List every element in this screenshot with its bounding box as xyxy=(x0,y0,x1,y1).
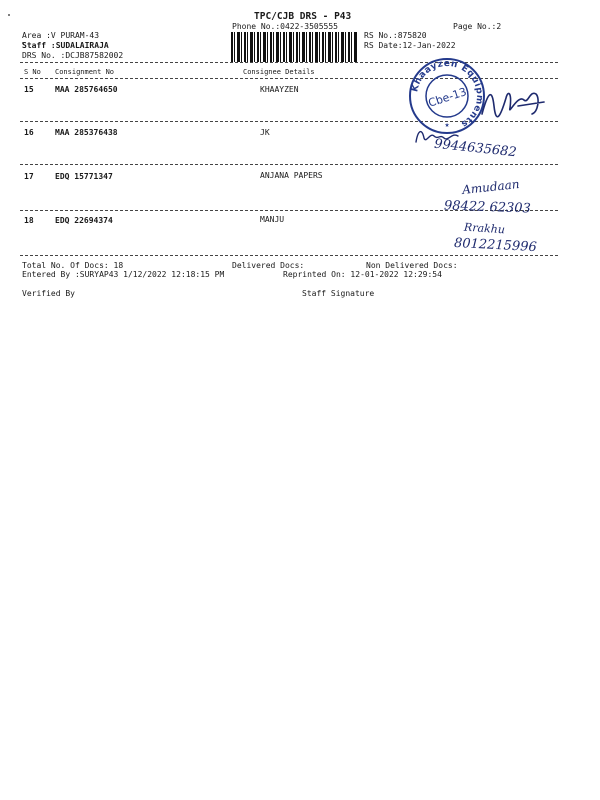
row-consignee: ANJANA PAPERS xyxy=(260,171,323,180)
area-field: Area :V PURAM-43 xyxy=(22,31,100,40)
scan-speck xyxy=(8,14,10,16)
row-consignee: JK xyxy=(260,128,270,137)
company-stamp xyxy=(407,56,487,136)
staff-field: Staff :SUDALAIRAJA xyxy=(22,41,109,50)
divider xyxy=(20,255,558,256)
column-header-consignment: Consignment No xyxy=(55,68,115,76)
row-s-no: 17 xyxy=(24,172,34,181)
handwritten-phone-3: 8012215996 xyxy=(453,235,538,256)
total-docs: Total No. Of Docs: 18 xyxy=(22,261,124,270)
delivered-docs: Delivered Docs: xyxy=(232,261,305,270)
column-header-consignee: Consignee Details xyxy=(243,68,315,76)
signature-row-1 xyxy=(478,84,550,124)
handwritten-phone-1: 9944635682 xyxy=(433,136,518,161)
row-s-no: 16 xyxy=(24,128,34,137)
stamp-center-text: Cbe-13 xyxy=(426,85,469,110)
verified-by-label: Verified By xyxy=(22,289,75,298)
rs-number: RS No.:875820 xyxy=(364,31,427,40)
row-divider xyxy=(20,164,558,165)
row-consignment: MAA 285764650 xyxy=(55,85,118,94)
reprinted-on: Reprinted On: 12-01-2022 12:29:54 xyxy=(283,270,442,279)
handwritten-phone-2: 98422 62303 xyxy=(443,198,532,217)
handwritten-name-3: Rrakhu xyxy=(463,220,506,237)
row-s-no: 15 xyxy=(24,85,34,94)
staff-signature-label: Staff Signature xyxy=(302,289,375,298)
row-consignee: MANJU xyxy=(260,215,285,224)
row-consignment: MAA 285376438 xyxy=(55,128,118,137)
row-s-no: 18 xyxy=(24,216,34,225)
row-consignment: EDQ 15771347 xyxy=(55,172,113,181)
handwritten-name-2: Amudaan xyxy=(461,177,521,197)
column-header-s-no: S No xyxy=(24,68,41,76)
row-consignment: EDQ 22694374 xyxy=(55,216,113,225)
barcode xyxy=(231,32,357,62)
stamp-star: ★ xyxy=(444,120,450,129)
rs-date: RS Date:12-Jan-2022 xyxy=(364,41,456,50)
non-delivered-docs: Non Delivered Docs: xyxy=(366,261,458,270)
row-consignee: KHAAYZEN xyxy=(260,85,299,94)
document-title: TPC/CJB DRS - P43 xyxy=(254,11,352,22)
stamp-ring-text: Khaayzen Equipments xyxy=(410,58,485,129)
phone-number: Phone No.:0422-3505555 xyxy=(232,22,338,31)
entered-by: Entered By :SURYAP43 1/12/2022 12:18:15 PM xyxy=(22,270,225,279)
page-number: Page No.:2 xyxy=(453,22,502,31)
drs-number: DRS No. :DCJB87582002 xyxy=(22,51,124,60)
